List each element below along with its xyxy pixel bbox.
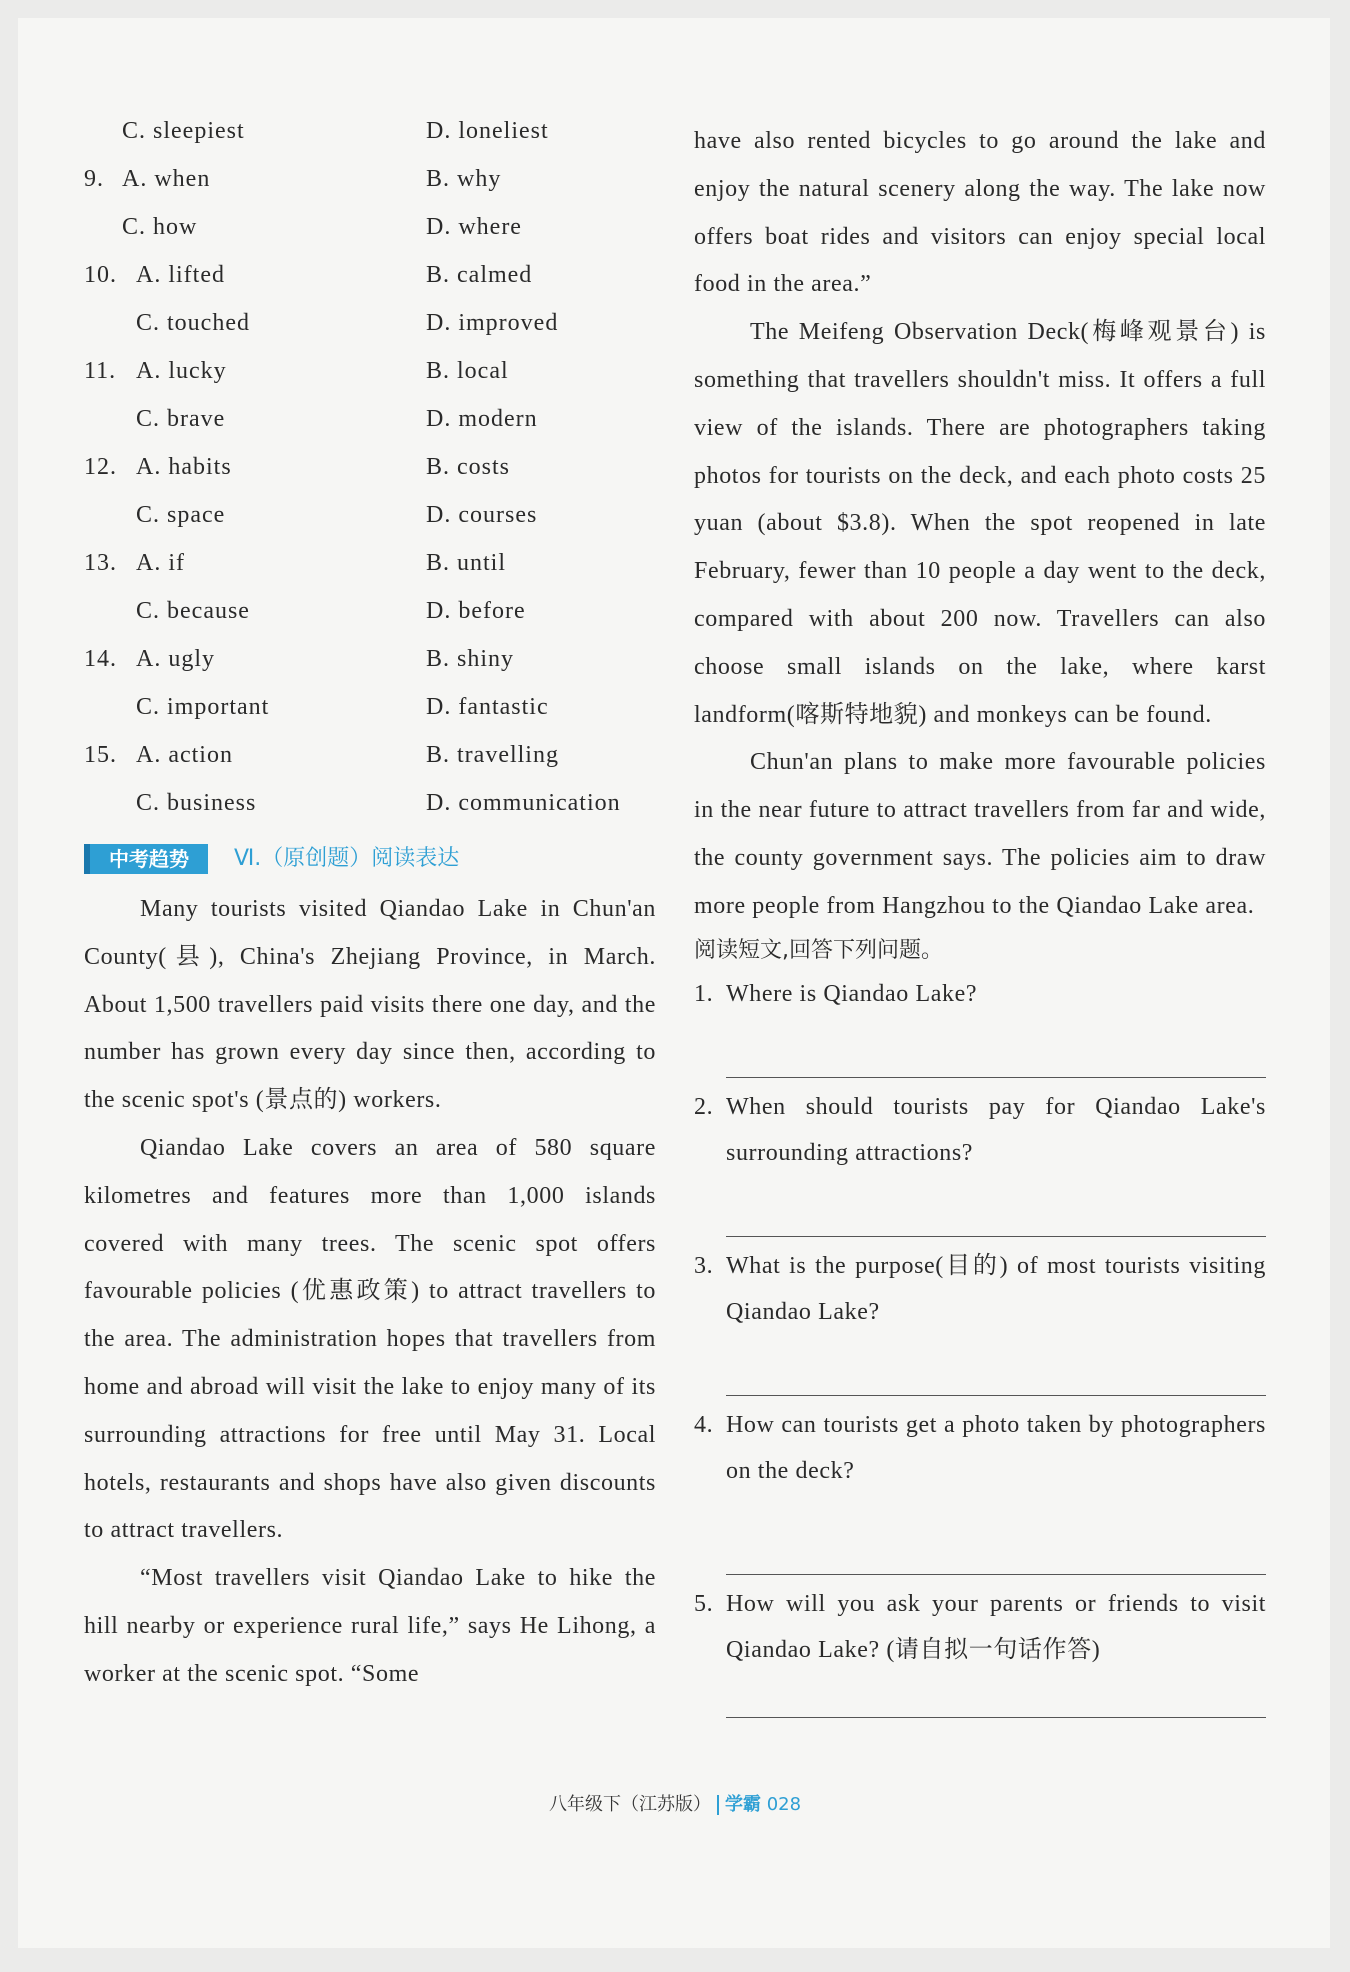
question-text: Where is Qiandao Lake?	[726, 980, 978, 1007]
question-number: 1.	[694, 980, 714, 1007]
option-left: C. sleepiest	[122, 118, 245, 144]
footer-grade: 八年级下（江苏版）	[548, 1794, 711, 1815]
question-number: 5.	[694, 1590, 714, 1617]
question-number: 4.	[694, 1411, 714, 1438]
question-number: 9.	[84, 166, 104, 192]
option-row	[84, 358, 656, 406]
option-right: B. why	[426, 166, 502, 192]
option-left: A. habits	[136, 454, 232, 480]
answer-line[interactable]	[726, 1673, 1266, 1718]
option-left: A. lucky	[136, 358, 227, 384]
option-left: C. brave	[136, 406, 226, 432]
option-left: A. ugly	[136, 646, 215, 672]
passage-paragraph: have also rented bicycles to go around the lake and enjoy the natural scenery along the way. The lake now offers boat rides and visitors can enjoy special local food in the area.”	[694, 128, 1266, 298]
option-right: B. until	[426, 550, 507, 576]
option-row	[84, 406, 656, 454]
question-number: 10.	[84, 262, 117, 288]
passage-paragraph: Qiandao Lake covers an area of 580 square kilometres and features more than 1,000 islands covered with many trees. The scenic spot offers favourable policies (优惠政策) to attract travellers to the area. The administration hopes that travellers from home and abroad will visit the lake to enjoy many of its surrounding attractions for free until May 31. Local hotels, restaurants and shops have also given discounts to attract travellers.	[84, 1134, 656, 1544]
question-item	[694, 971, 1266, 1017]
footer-divider	[717, 1795, 719, 1815]
option-right: B. calmed	[426, 262, 533, 288]
question-item	[694, 1084, 1266, 1176]
page-number: 028	[766, 1794, 802, 1815]
option-row	[84, 694, 656, 742]
option-left: C. space	[136, 502, 226, 528]
question-number: 14.	[84, 646, 117, 672]
option-row	[84, 502, 656, 550]
option-right: D. modern	[426, 406, 538, 432]
option-row	[84, 118, 656, 166]
option-right: B. shiny	[426, 646, 515, 672]
option-right: D. loneliest	[426, 118, 549, 144]
answer-line[interactable]	[726, 1494, 1266, 1575]
passage-paragraph: Many tourists visited Qiandao Lake in Chun'an County(县), China's Zhejiang Province, in March. About 1,500 travellers paid visits there one day, and the number has grown every day since then, according to the scenic spot's (景点的) workers.	[84, 896, 656, 1114]
footer-brand: 学霸	[724, 1794, 761, 1815]
option-row	[84, 646, 656, 694]
question-text: What is the purpose(目的) of most tourists visiting Qiandao Lake?	[726, 1252, 1266, 1325]
questions-list	[694, 971, 1266, 1718]
option-right: D. fantastic	[426, 694, 549, 720]
question-item	[694, 1243, 1266, 1335]
option-row	[84, 214, 656, 262]
right-column	[694, 118, 1266, 1724]
question-number: 15.	[84, 742, 117, 768]
passage-paragraph: The Meifeng Observation Deck(梅峰观景台) is something that travellers shouldn't miss. It offers a full view of the islands. There are photographers taking photos for tourists on the deck, and each photo costs 25 yuan (about $3.8). When the spot reopened in late February, fewer than 10 people a day went to the deck, compared with about 200 now. Travellers can also choose small islands on the lake, where karst landform(喀斯特地貌) and monkeys can be found.	[694, 319, 1266, 728]
section-title: Ⅵ.（原创题）阅读表达	[234, 846, 460, 871]
option-right: D. where	[426, 214, 522, 240]
section-header	[84, 842, 656, 882]
option-row	[84, 166, 656, 214]
answer-line[interactable]	[726, 1335, 1266, 1396]
question-text: When should tourists pay for Qiandao Lake's surrounding attractions?	[726, 1093, 1266, 1166]
answer-line[interactable]	[726, 1017, 1266, 1078]
option-row	[84, 790, 656, 838]
option-right: D. communication	[426, 790, 621, 816]
option-left: C. important	[136, 694, 270, 720]
option-left: A. if	[136, 550, 185, 576]
option-left: A. lifted	[136, 262, 225, 288]
option-right: B. costs	[426, 454, 511, 480]
option-right: B. local	[426, 358, 509, 384]
page-footer	[0, 1790, 1350, 1816]
option-right: D. before	[426, 598, 526, 624]
question-text: How can tourists get a photo taken by photographers on the deck?	[726, 1411, 1266, 1484]
option-left: C. business	[136, 790, 257, 816]
question-number: 13.	[84, 550, 117, 576]
option-left: C. how	[122, 214, 198, 240]
option-row	[84, 262, 656, 310]
option-right: D. courses	[426, 502, 538, 528]
question-number: 11.	[84, 358, 117, 384]
option-left: C. touched	[136, 310, 250, 336]
left-column	[84, 118, 656, 1699]
option-right: B. travelling	[426, 742, 559, 768]
question-text: How will you ask your parents or friends to visit Qiandao Lake? (请自拟一句话作答)	[726, 1590, 1266, 1663]
section-badge: 中考趋势	[84, 844, 208, 874]
option-right: D. improved	[426, 310, 559, 336]
question-number: 12.	[84, 454, 117, 480]
question-number: 2.	[694, 1093, 714, 1120]
question-item	[694, 1581, 1266, 1673]
instruction: 阅读短文,回答下列问题。	[694, 937, 943, 963]
answer-line[interactable]	[726, 1176, 1266, 1237]
question-item	[694, 1402, 1266, 1494]
option-left: A. when	[122, 166, 211, 192]
option-row	[84, 454, 656, 502]
option-row	[84, 598, 656, 646]
passage-paragraph: Chun'an plans to make more favourable policies in the near future to attract travellers from far and wide, the county government says. The policies aim to draw more people from Hangzhou to the Qiandao Lake area.	[694, 749, 1266, 919]
option-left: A. action	[136, 742, 233, 768]
options-list	[84, 118, 656, 838]
option-row	[84, 550, 656, 598]
question-number: 3.	[694, 1252, 714, 1279]
option-row	[84, 742, 656, 790]
option-left: C. because	[136, 598, 250, 624]
passage-paragraph: “Most travellers visit Qiandao Lake to hike the hill nearby or experience rural life,” says He Lihong, a worker at the scenic spot. “Some	[84, 1565, 656, 1687]
option-row	[84, 310, 656, 358]
